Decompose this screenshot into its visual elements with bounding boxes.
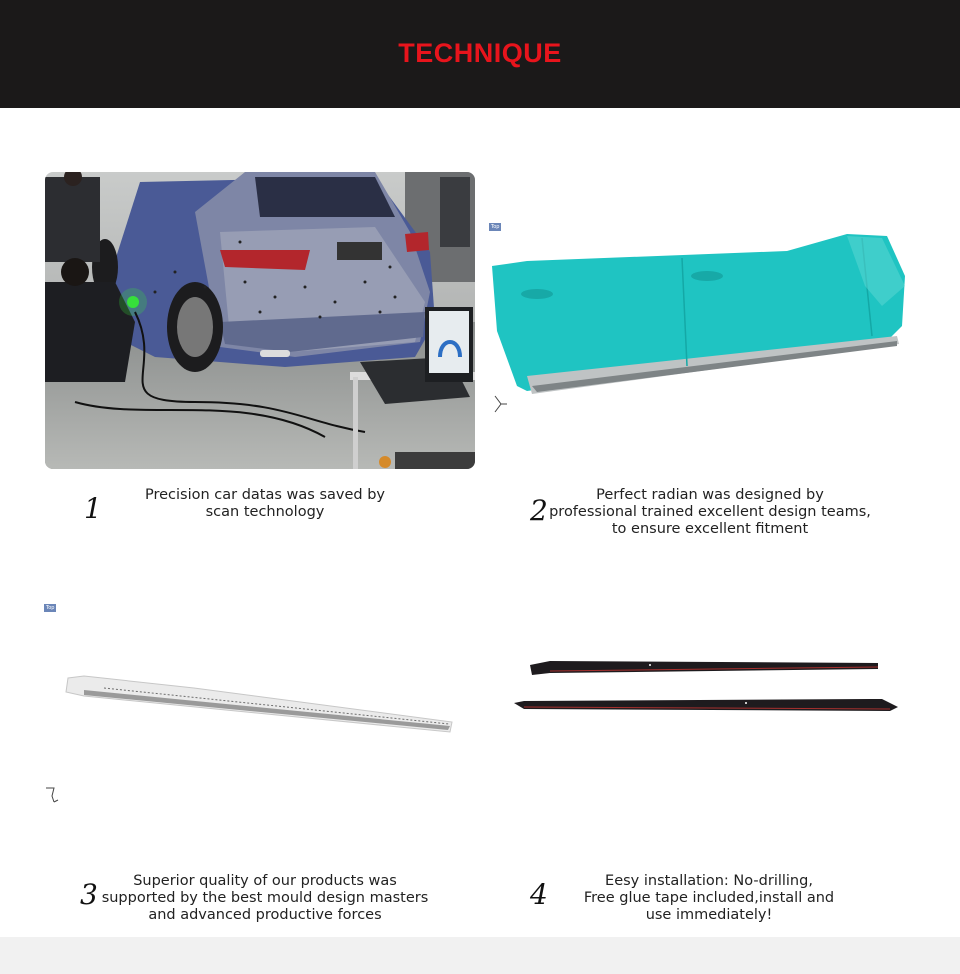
step-1-caption: [135, 487, 395, 521]
step-1-number: 1: [84, 492, 102, 525]
scanning-photo-image: [45, 172, 475, 469]
caption-line: supported by the best mould design masters: [101, 890, 429, 906]
caption-line: to ensure excellent fitment: [611, 521, 809, 537]
step-2-number: 2: [530, 494, 548, 527]
step-3-caption: [96, 873, 434, 924]
page-title: TECHNIQUE: [398, 37, 562, 68]
viewport-top-tag: Top: [491, 224, 500, 230]
scanning-photo: [45, 172, 475, 469]
caption-line: scan technology: [205, 504, 325, 520]
header-banner: [0, 0, 960, 108]
step-3-number: 3: [80, 878, 98, 911]
step-4-caption: [575, 873, 843, 924]
caption-line: and advanced productive forces: [148, 907, 382, 923]
caption-line: Free glue tape included,install and: [583, 890, 835, 906]
caption-line: Perfect radian was designed by: [596, 487, 824, 503]
viewport-top-tag: Top: [46, 605, 55, 611]
caption-line: Superior quality of our products was: [133, 873, 397, 889]
footer-bar: [0, 937, 960, 974]
caption-line: Precision car datas was saved by: [144, 487, 385, 503]
step-4-number: 4: [530, 878, 548, 911]
caption-line: Eesy installation: No-drilling,: [605, 873, 813, 889]
white-skirt-image: [44, 670, 464, 810]
step-2-caption: [548, 487, 872, 538]
carbon-skirts-image: [510, 655, 905, 720]
caption-line: professional trained excellent design teams,: [549, 504, 871, 520]
cad-model-image: [487, 226, 917, 416]
caption-line: use immediately!: [645, 907, 773, 923]
